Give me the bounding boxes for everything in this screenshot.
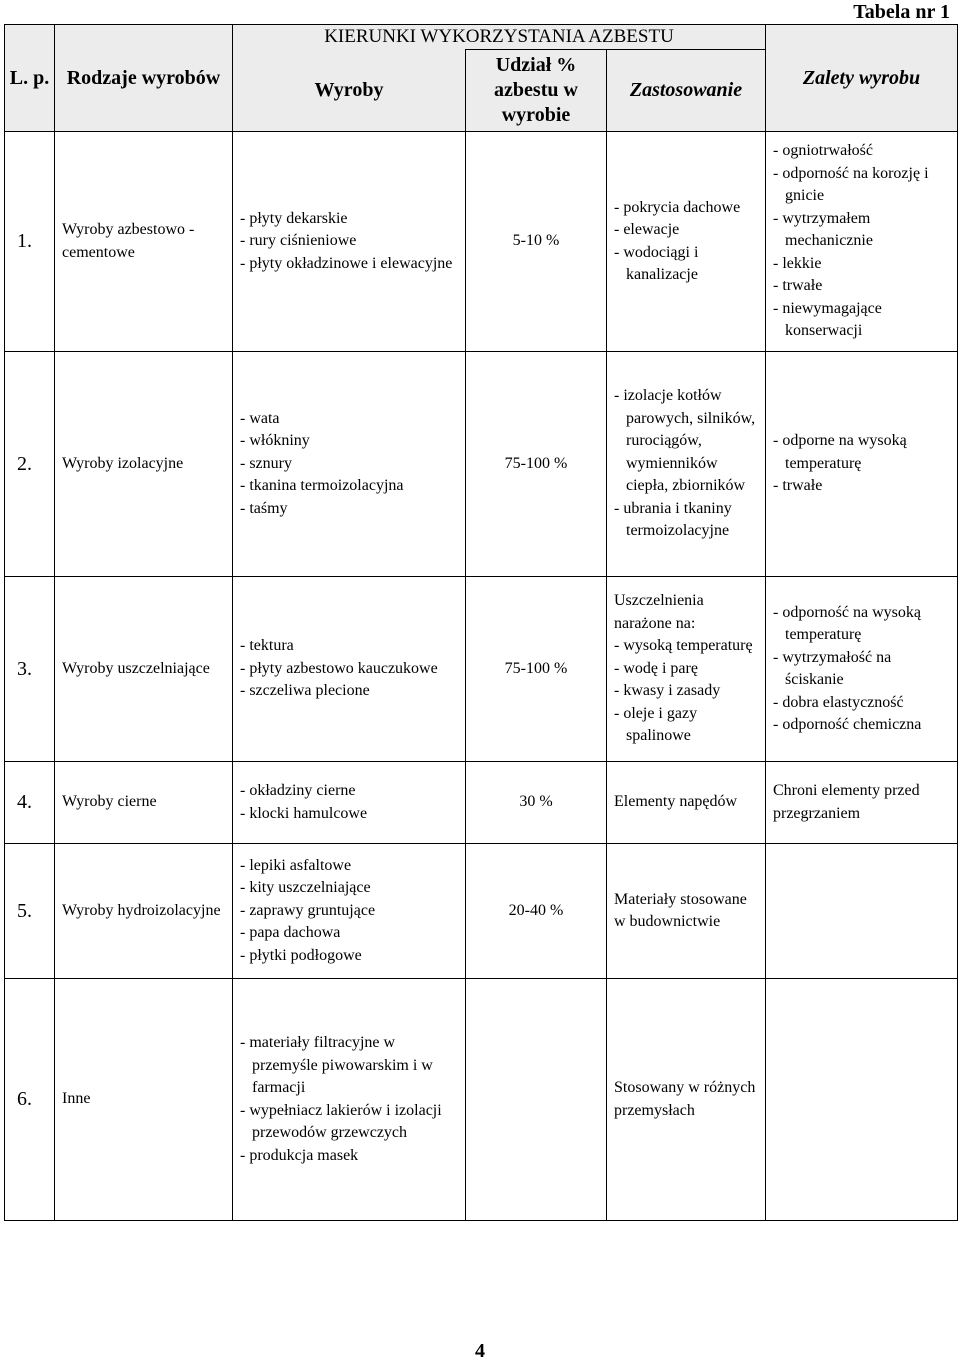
row-number-text: 4. [17,791,32,814]
table-caption-text: KIERUNKI WYKORZYSTANIA AZBESTU [324,26,674,47]
application-item: Materiały stosowane w budownictwie [614,890,747,930]
row-kind [55,352,233,577]
table-row [5,132,958,352]
application-item: Elementy napędów [614,793,738,811]
application-item: Stosowany w różnych przemysłach [614,1079,756,1119]
row-number [5,762,55,844]
table-row [5,979,958,1221]
row-application [607,132,766,352]
advantage-item: - wytrzymałem mechanicznie [773,209,873,250]
row-share [466,577,607,762]
row-share [466,979,607,1221]
row-number [5,132,55,352]
row-application [607,577,766,762]
product-item: - płyty dekarskie [240,209,348,227]
row-number [5,352,55,577]
product-item: - produkcja masek [240,1146,359,1164]
header-application-label: Zastosowanie [629,79,743,101]
product-item: - tektura [240,637,294,655]
product-item: - taśmy [240,499,288,517]
table-row [5,577,958,762]
row-application [607,844,766,979]
row-application [607,979,766,1221]
row-share [466,762,607,844]
row-kind [55,577,233,762]
header-kind-label: Rodzaje wyrobów [66,66,221,89]
row-advantages [766,352,958,577]
product-item: - klocki hamulcowe [240,804,368,822]
application-item: - izolacje kotłów parowych, silników, rurociągów, wymienników ciepła, zbiorników [614,387,756,495]
row-kind [55,844,233,979]
row-number [5,844,55,979]
row-share-text: 75-100 % [504,454,568,472]
row-kind-text: Wyroby izolacyjne [62,454,184,472]
row-share-text: 30 % [519,793,553,811]
application-item: - elewacje [614,221,680,238]
application-item: - wodę i parę [614,659,698,677]
row-share [466,844,607,979]
product-item: - włókniny [240,432,310,450]
header-products-label: Wyroby [314,78,384,101]
advantage-item: - trwałe [773,277,823,295]
row-advantages [766,844,958,979]
header-lp-label: L. p. [9,66,50,89]
header-products [233,50,466,132]
row-share-text: 20-40 % [508,901,564,919]
product-item: - kity uszczelniające [240,879,371,897]
row-kind-text: Wyroby uszczelniające [62,659,210,677]
application-item: - ubrania i tkaniny termoizolacyjne [614,499,732,540]
table-caption [233,25,766,50]
row-kind-text: Wyroby cierne [62,793,157,811]
product-item: - materiały filtracyjne w przemyśle piwowarskim i w farmacji [240,1034,433,1096]
row-number [5,979,55,1221]
row-kind-text: Wyroby azbestowo - cementowe [62,221,195,261]
row-kind [55,979,233,1221]
table-row [5,844,958,979]
row-products [233,352,466,577]
row-products [233,979,466,1221]
row-products [233,844,466,979]
table-row [5,762,958,844]
row-application [607,762,766,844]
product-item: - papa dachowa [240,924,341,942]
product-item: - płyty azbestowo kauczukowe [240,659,438,677]
product-item: - płytki podłogowe [240,946,362,964]
header-share-label: Udział % azbestu w wyrobie [494,54,578,126]
advantage-item: - lekkie [773,254,822,272]
row-kind-text: Wyroby hydroizolacyjne [62,901,221,919]
product-item: - płyty okładzinowe i elewacyjne [240,254,453,272]
product-item: - zaprawy gruntujące [240,901,376,919]
application-item: - oleje i gazy spalinowe [614,704,698,745]
row-advantages [766,132,958,352]
product-item: - rury ciśnieniowe [240,232,357,250]
product-item: - wypełniacz lakierów i izolacji przewodów grzewczych [240,1101,442,1141]
product-item: - wata [240,409,280,427]
row-kind [55,132,233,352]
product-item: - okładziny cierne [240,782,356,799]
header-application [607,50,766,132]
row-advantages [766,577,958,762]
advantage-item: Chroni elementy przed przegrzaniem [773,782,920,822]
row-products [233,132,466,352]
application-item: - wysoką temperaturę [614,637,753,655]
advantage-item: - wytrzymałość na ściskanie [773,648,892,688]
advantage-item: - dobra elastyczność [773,693,904,711]
row-number-text: 3. [17,657,32,680]
row-advantages [766,979,958,1221]
row-number-text: 1. [17,230,32,253]
advantage-item: - niewymagające konserwacji [773,299,882,340]
advantage-item: - odporność chemiczna [773,716,922,733]
header-advantages [766,25,958,132]
asbestos-usage-table [4,24,958,1221]
application-item: - pokrycia dachowe [614,198,741,216]
header-lp [5,25,55,132]
advantage-item: - ogniotrwałość [773,142,873,160]
row-kind [55,762,233,844]
row-products [233,577,466,762]
header-kind [55,25,233,132]
row-share [466,132,607,352]
row-application [607,352,766,577]
advantage-item: - odporność na korozję i gnicie [773,164,929,205]
advantage-item: - odporne na wysoką temperaturę [773,432,907,472]
row-share-text: 5-10 % [512,232,560,250]
row-number-text: 5. [17,899,32,922]
application-item: - wodociągi i kanalizacje [614,243,699,283]
row-number [5,577,55,762]
product-item: - sznury [240,454,292,472]
row-share-text: 75-100 % [504,659,568,677]
page-number: 4 [475,1340,485,1362]
row-products [233,762,466,844]
row-number-text: 2. [17,452,32,475]
table-label: Tabela nr 1 [853,1,950,23]
application-item: Uszczelnienia narażone na: [614,592,704,632]
advantage-item: - trwałe [773,477,823,495]
product-item: - lepiki asfaltowe [240,856,352,874]
row-share [466,352,607,577]
header-advantages-label: Zalety wyrobu [802,66,921,89]
product-item: - szczeliwa plecione [240,682,370,700]
row-number-text: 6. [17,1088,32,1111]
row-advantages [766,762,958,844]
application-item: - kwasy i zasady [614,682,721,700]
row-kind-text: Inne [62,1090,91,1108]
advantage-item: - odporność na wysoką temperaturę [773,603,921,643]
table-row [5,352,958,577]
product-item: - tkanina termoizolacyjna [240,477,404,495]
header-share [466,50,607,132]
